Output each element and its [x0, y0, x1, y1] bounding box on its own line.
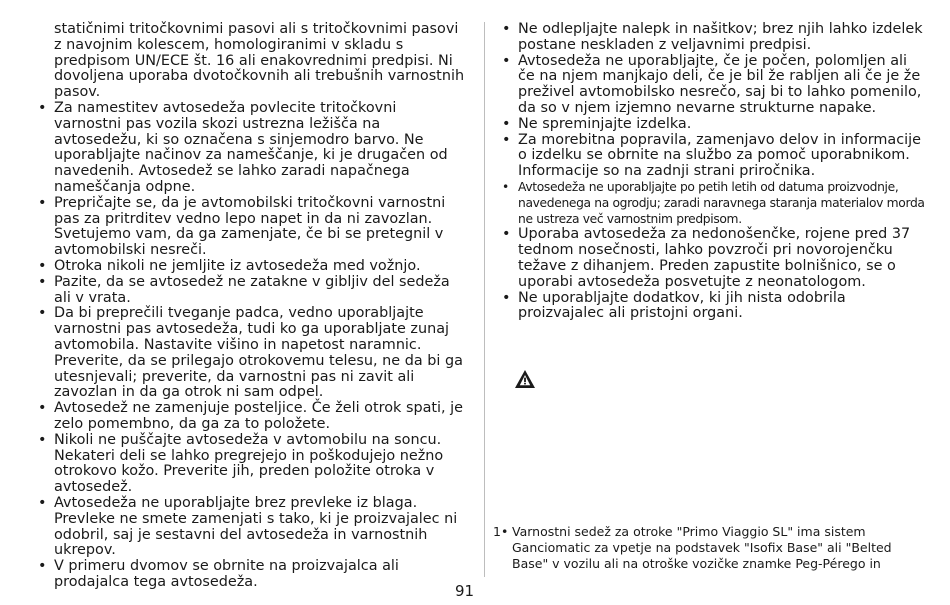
list-item: • V primeru dvomov se obrnite na proizvajalca ali prodajalca tega avtosedeža.: [36, 559, 468, 591]
list-item: • Nikoli ne puščajte avtosedeža v avtomobilu na soncu. Nekateri deli se lahko pregrejejo in poškodujejo nežno otrokovo kožo. Preverite jih, preden položite otroka v avtosedež.: [36, 433, 468, 496]
list-item: • Uporaba avtosedeža za nedonošenčke, rojene pred 37 tednom nosečnosti, lahko povzroči pri novorojenčku težave z dihanjem. Preden zapustite bolnišnico, se o uporabi avtosedeža posvetujte z neonatologom.: [500, 227, 925, 290]
footnote-number: 1•: [493, 524, 509, 539]
list-item: • Avtosedeža ne uporabljajte po petih letih od datuma proizvodnje, navedenega na ogrodju; zaradi naravnega staranja materialov morda ne ustreza več varnostnim predpisom.: [500, 180, 925, 227]
list-item: • Za namestitev avtosedeža povlecite tritočkovni varnostni pas vozila skozi ustrezna ležišča na avtosedežu, ki so označena s sinjemodro barvo. Ne uporabljajte načinov za nameščanje, ki je drugačen od navedenih. Avtosedež se lahko zaradi napačnega nameščanja odpne.: [36, 101, 468, 196]
footnote: [493, 524, 925, 571]
list-item: • Avtosedeža ne uporabljajte brez prevleke iz blaga. Prevleke ne smete zamenjati s tako, ki je proizvajalec ni odobril, saj je sestavni del avtosedeža in varnostnih ukrepov.: [36, 496, 468, 559]
page-number: 91: [455, 582, 475, 600]
footnote-text: Varnostni sedež za otroke "Primo Viaggio SL" ima sistem Ganciomatic za vpetje na podstavek "Isofix Base" ali "Belted Base" v vozilu ali na otroške vozičke znamke Peg-Pérego in: [512, 524, 892, 571]
intro-paragraph: statičnimi tritočkovnimi pasovi ali s tritočkovnimi pasovi z navojnim kolescem, homologiranimi v skladu s predpisom UN/ECE št. 16 ali enakovrednimi predpisi. Ni dovoljena uporaba dvotočkovnih ali trebušnih varnostnih pasov.: [54, 21, 465, 101]
left-column: [36, 22, 468, 591]
list-item: • Pazite, da se avtosedež ne zatakne v gibljiv del sedeža ali v vrata.: [36, 275, 468, 307]
right-bullet-list: [500, 22, 925, 322]
list-item: • Otroka nikoli ne jemljite iz avtosedeža med vožnjo.: [36, 259, 468, 275]
list-item: • Ne odlepljajte nalepk in našitkov; brez njih lahko izdelek postane neskladen z veljavnimi predpisi.: [500, 22, 925, 54]
list-item: • Ne spreminjajte izdelka.: [500, 117, 925, 133]
list-item: • Da bi preprečili tveganje padca, vedno uporabljajte varnostni pas avtosedeža, tudi ko ga uporabljate zunaj avtomobila. Nastavite višino in napetost naramnic. Preverite, da se prilegajo otrokovemu telesu, ne da bi ga utesnjevali; preverite, da varnostni pas ni zavit ali zavozlan in da ga otrok ni sam odpel.: [36, 306, 468, 401]
list-item: • Avtosedež ne zamenjuje posteljice. Če želi otrok spati, je zelo pomembno, da ga za to položete.: [36, 401, 468, 433]
list-item: • Avtosedeža ne uporabljajte, če je počen, polomljen ali če na njem manjkajo deli, če je bil že rabljen ali če je že preživel avtomobilsko nesrečo, saj bi to lahko pomenilo, da so v njem izjemno nevarne strukturne napake.: [500, 54, 925, 117]
left-bullet-list: [36, 101, 468, 591]
column-divider: [484, 22, 485, 577]
list-item: • Za morebitna popravila, zamenjavo delov in informacije o izdelku se obrnite na službo za pomoč uporabnikom. Informacije so na zadnji strani priročnika.: [500, 133, 925, 180]
list-item: • Prepričajte se, da je avtomobilski tritočkovni varnostni pas za pritrditev vedno lepo napet in da ni zavozlan. Svetujemo vam, da ga zamenjate, če bi se pretegnil v avtomobilski nesreči.: [36, 196, 468, 259]
right-column: [500, 22, 925, 322]
list-item: • Ne uporabljajte dodatkov, ki jih nista odobrila proizvajalec ali pristojni organi.: [500, 291, 925, 323]
warning-triangle-icon: [514, 369, 536, 389]
